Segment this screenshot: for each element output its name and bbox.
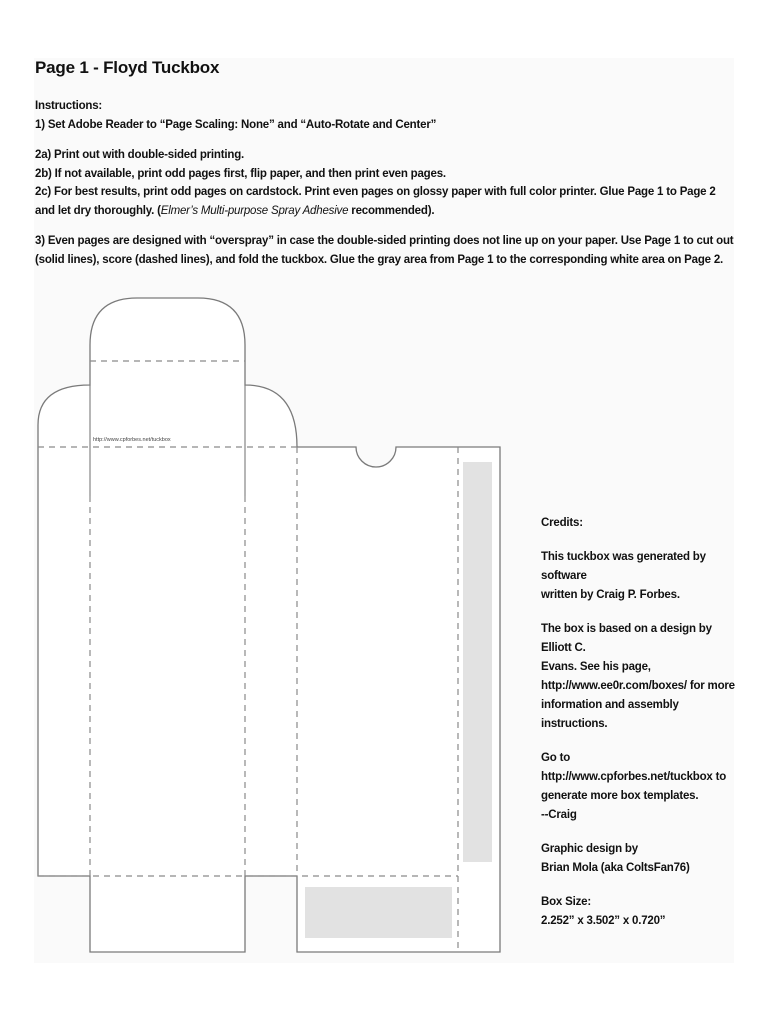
page-title: Page 1 - Floyd Tuckbox	[35, 58, 220, 77]
instructions-heading: Instructions:	[35, 100, 103, 112]
credits-design	[541, 620, 741, 734]
credits-software-line-2: written by Craig P. Forbes.	[541, 589, 680, 601]
adhesive-recommendation: Elmer’s Multi-purpose Spray Adhesive	[160, 204, 349, 217]
instruction-step-2c-end: recommended).	[348, 204, 435, 217]
instruction-step-2a: 2a) Print out with double-sided printing.	[35, 149, 245, 161]
credits-block	[541, 514, 741, 946]
template-url-label: http://www.cpforbes.net/tuckbox	[93, 437, 171, 443]
instruction-step-2b: 2b) If not available, print odd pages first, flip paper, and then print even pages.	[35, 167, 446, 180]
credits-box-size	[541, 893, 741, 931]
box-size-value: 2.252” x 3.502” x 0.720”	[541, 915, 666, 927]
credits-design-line-1: The box is based on a design by Elliott C.	[541, 623, 712, 654]
credits-design-line-4: information and assembly instructions.	[541, 699, 679, 730]
instruction-step-1: 1) Set Adobe Reader to “Page Scaling: None” and “Auto-Rotate and Center”	[35, 118, 437, 131]
glue-area-bottom-flap	[305, 887, 452, 938]
instruction-step-2c-text: 2c) For best results, print odd pages on cardstock. Print even pages on glossy paper with full color printer. Glue Page 1 to Page 2 and let dry thoroughly. (	[35, 186, 716, 217]
glue-area-side-strip	[463, 462, 492, 862]
credits-heading: Credits:	[541, 517, 583, 529]
credits-graphic-line-1: Graphic design by	[541, 843, 638, 855]
credits-design-line-2: Evans. See his page,	[541, 661, 651, 673]
credits-goto-line-2: generate more box templates.	[541, 790, 699, 802]
credits-graphic-line-2: Brian Mola (aka ColtsFan76)	[541, 862, 690, 874]
box-size-heading: Box Size:	[541, 896, 591, 908]
credits-design-line-3: http://www.ee0r.com/boxes/ for more	[541, 680, 735, 692]
credits-goto-line-3: --Craig	[541, 809, 577, 821]
credits-goto	[541, 749, 741, 825]
cut-outline	[38, 298, 500, 952]
credits-goto-line-1: Go to http://www.cpforbes.net/tuckbox to	[541, 752, 727, 783]
credits-software-line-1: This tuckbox was generated by software	[541, 551, 706, 582]
credits-software	[541, 548, 741, 605]
credits-graphic-design	[541, 840, 741, 878]
instruction-step-3: 3) Even pages are designed with “overspray” in case the double-sided printing does not line up on your paper. Use Page 1 to cut out (solid lines), score (dashed lines), and fold the tuckbox. Glue the gray area from Page 1 to the corresponding white area on Page 2.	[35, 235, 734, 266]
